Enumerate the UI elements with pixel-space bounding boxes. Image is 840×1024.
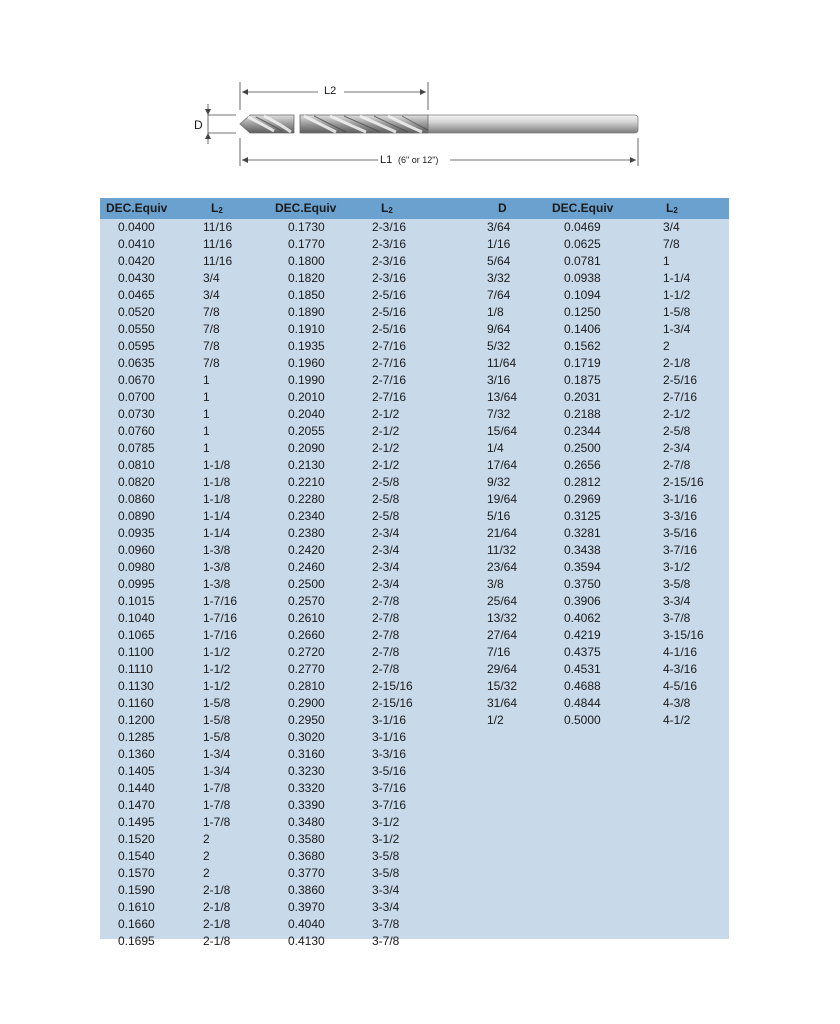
table-cell: 3-7/8	[372, 917, 400, 931]
table-cell: 0.1015	[118, 594, 155, 608]
table-cell: 0.5000	[564, 713, 601, 727]
table-cell: 0.1406	[564, 322, 601, 336]
table-cell: 1	[203, 373, 210, 387]
table-cell: 11/64	[487, 356, 517, 370]
table-cell: 0.1065	[118, 628, 155, 642]
table-cell: 1	[663, 254, 670, 268]
table-cell: 2-3/16	[372, 271, 407, 285]
table-cell: 0.2950	[288, 713, 325, 727]
table-cell: 0.2010	[288, 390, 325, 404]
table-cell: 0.1094	[564, 288, 601, 302]
table-cell: 1-1/4	[663, 271, 691, 285]
table-header-row	[100, 198, 729, 219]
table-cell: 0.4688	[564, 679, 601, 693]
table-cell: 0.3160	[288, 747, 325, 761]
table-cell: 3-7/16	[372, 798, 407, 812]
label-l1-note: (6" or 12")	[398, 155, 439, 165]
table-cell: 1-1/8	[203, 492, 231, 506]
table-cell: 29/64	[487, 662, 518, 676]
table-cell: 0.2969	[564, 492, 601, 506]
table-cell: 0.0700	[118, 390, 155, 404]
table-cell: 0.1562	[564, 339, 601, 353]
table-cell: 3-7/16	[663, 543, 698, 557]
table-cell: 11/16	[203, 220, 233, 234]
table-cell: 7/8	[203, 322, 220, 336]
table-cell: 7/8	[663, 237, 680, 251]
label-l2: L2	[324, 85, 337, 97]
table-cell: 3-3/4	[372, 883, 400, 897]
table-cell: 11/32	[487, 543, 517, 557]
table-cell: 1-5/8	[203, 713, 231, 727]
table-cell: 3/32	[487, 271, 511, 285]
table-cell: 1/16	[487, 237, 511, 251]
table-cell: 0.0400	[118, 220, 155, 234]
table-cell: 0.2055	[288, 424, 325, 438]
table-cell: 0.1405	[118, 764, 155, 778]
table-cell: 11/16	[203, 254, 233, 268]
table-cell: 2-5/8	[372, 475, 400, 489]
table-cell: 0.1495	[118, 815, 155, 829]
table-cell: 3-5/8	[372, 849, 400, 863]
table-cell: 3/4	[203, 288, 220, 302]
table-cell: 0.1100	[118, 645, 154, 659]
table-cell: 4-5/16	[663, 679, 698, 693]
table-cell: 7/64	[487, 288, 511, 302]
table-cell: 1	[203, 407, 210, 421]
table-cell: 0.1730	[288, 220, 325, 234]
table-cell: 0.3680	[288, 849, 325, 863]
table-cell: 0.2656	[564, 458, 601, 472]
table-cell: 0.0550	[118, 322, 155, 336]
table-cell: 0.2188	[564, 407, 601, 421]
table-cell: 2-5/16	[663, 373, 698, 387]
table-cell: 0.2210	[288, 475, 325, 489]
table-cell: 3-1/16	[663, 492, 698, 506]
table-cell: 0.3230	[288, 764, 325, 778]
table-cell: 3-7/16	[372, 781, 407, 795]
table-cell: 0.3594	[564, 560, 601, 574]
table-cell: 2-1/2	[372, 424, 400, 438]
table-cell: 2-5/8	[663, 424, 691, 438]
table-cell: 2-7/16	[372, 356, 407, 370]
table-cell: 0.3390	[288, 798, 325, 812]
table-cell: 0.0938	[564, 271, 601, 285]
table-cell: 0.2280	[288, 492, 325, 506]
table-cell: 9/64	[487, 322, 511, 336]
table-cell: 1-3/8	[203, 577, 231, 591]
table-cell: 3/16	[487, 373, 511, 387]
table-cell: 0.1875	[564, 373, 601, 387]
column-dec-equiv-1	[118, 219, 155, 950]
table-cell: 2-7/16	[372, 390, 407, 404]
header-dec-equiv-3: DEC.Equiv	[552, 201, 614, 215]
table-cell: 1-7/8	[203, 798, 231, 812]
table-cell: 2-1/8	[203, 934, 231, 948]
header-l2-2: $L_2$	[381, 201, 393, 215]
table-cell: 1/8	[487, 305, 504, 319]
table-cell: 2-7/8	[372, 594, 400, 608]
table-cell: 1-1/2	[203, 662, 231, 676]
table-cell: 0.1990	[288, 373, 325, 387]
table-cell: 17/64	[487, 458, 518, 472]
table-cell: 0.2570	[288, 594, 325, 608]
table-cell: 7/8	[203, 339, 220, 353]
table-cell: 0.0785	[118, 441, 155, 455]
table-cell: 0.0730	[118, 407, 155, 421]
table-cell: 27/64	[487, 628, 518, 642]
table-cell: 0.3281	[564, 526, 601, 540]
table-cell: 1-1/2	[203, 679, 231, 693]
table-cell: 0.0890	[118, 509, 155, 523]
table-cell: 0.1820	[288, 271, 325, 285]
table-cell: 2-3/4	[372, 577, 400, 591]
table-cell: 2-3/4	[372, 560, 400, 574]
table-cell: 1-7/16	[203, 594, 238, 608]
table-cell: 0.1130	[118, 679, 154, 693]
table-cell: 1	[203, 441, 210, 455]
table-cell: 3-7/8	[372, 934, 400, 948]
table-cell: 0.1520	[118, 832, 155, 846]
table-cell: 0.2812	[564, 475, 601, 489]
table-cell: 0.1440	[118, 781, 155, 795]
table-cell: 11/16	[203, 237, 233, 251]
table-cell: 1-5/8	[663, 305, 691, 319]
table-cell: 3-3/4	[372, 900, 400, 914]
table-cell: 1-3/4	[663, 322, 691, 336]
table-cell: 2-3/16	[372, 237, 407, 251]
header-l2-3: $L_2$	[666, 201, 678, 215]
table-cell: 2-1/2	[372, 407, 400, 421]
column-d-3	[487, 219, 517, 729]
table-cell: 1-3/4	[203, 764, 231, 778]
table-cell: 3-7/8	[663, 611, 691, 625]
header-l2-1: $L_2$	[211, 201, 223, 215]
table-cell: 0.1040	[118, 611, 155, 625]
header-d-3: D	[498, 201, 507, 215]
table-cell: 1-3/4	[203, 747, 231, 761]
table-cell: 0.1935	[288, 339, 325, 353]
table-cell: 2	[663, 339, 670, 353]
table-cell: 0.4062	[564, 611, 601, 625]
table-cell: 0.0430	[118, 271, 155, 285]
table-cell: 1-7/8	[203, 815, 231, 829]
table-cell: 3-3/16	[372, 747, 407, 761]
table-cell: 0.2344	[564, 424, 601, 438]
table-cell: 1-7/16	[203, 611, 238, 625]
table-cell: 3-5/16	[372, 764, 407, 778]
table-cell: 2-7/8	[372, 628, 400, 642]
table-cell: 7/16	[487, 645, 511, 659]
table-cell: 0.4130	[288, 934, 325, 948]
table-cell: 3-5/8	[372, 866, 400, 880]
table-cell: 2	[203, 832, 210, 846]
table-cell: 3-1/2	[372, 832, 400, 846]
table-cell: 2-3/4	[663, 441, 691, 455]
table-cell: 1-5/8	[203, 730, 231, 744]
table-cell: 3-15/16	[663, 628, 704, 642]
table-cell: 3-1/2	[663, 560, 691, 574]
table-cell: 0.2660	[288, 628, 325, 642]
table-cell: 2-1/2	[372, 441, 400, 455]
table-cell: 3-1/16	[372, 713, 407, 727]
table-cell: 1-7/8	[203, 781, 231, 795]
table-cell: 0.0420	[118, 254, 155, 268]
table-cell: 0.2770	[288, 662, 325, 676]
table-cell: 1-3/8	[203, 543, 231, 557]
table-cell: 1/4	[487, 441, 504, 455]
table-cell: 0.3860	[288, 883, 325, 897]
table-cell: 23/64	[487, 560, 518, 574]
drill-bit-diagram	[190, 72, 660, 182]
table-cell: 0.2031	[564, 390, 601, 404]
table-cell: 3-3/4	[663, 594, 691, 608]
table-cell: 0.1540	[118, 849, 155, 863]
table-cell: 0.0465	[118, 288, 155, 302]
table-cell: 1-3/8	[203, 560, 231, 574]
table-cell: 0.0760	[118, 424, 155, 438]
table-cell: 0.0520	[118, 305, 155, 319]
table-cell: 2-7/8	[372, 645, 400, 659]
table-cell: 0.2040	[288, 407, 325, 421]
table-cell: 0.0635	[118, 356, 155, 370]
table-cell: 0.1110	[118, 662, 153, 676]
table-cell: 1-5/8	[203, 696, 231, 710]
header-dec-equiv-2: DEC.Equiv	[275, 201, 337, 215]
table-cell: 15/64	[487, 424, 518, 438]
column-l2-1	[203, 219, 237, 950]
table-cell: 1-7/16	[203, 628, 238, 642]
table-cell: 0.2090	[288, 441, 325, 455]
table-cell: 0.1250	[564, 305, 601, 319]
table-cell: 0.1285	[118, 730, 155, 744]
table-cell: 3/4	[663, 220, 680, 234]
table-cell: 0.1719	[564, 356, 601, 370]
table-cell: 0.1800	[288, 254, 325, 268]
table-cell: 3/64	[487, 220, 511, 234]
table-cell: 0.0995	[118, 577, 155, 591]
table-cell: 2-1/8	[663, 356, 691, 370]
table-cell: 2-1/8	[203, 917, 231, 931]
table-cell: 0.2610	[288, 611, 325, 625]
table-cell: 15/32	[487, 679, 518, 693]
table-cell: 5/64	[487, 254, 511, 268]
drill-shank	[425, 115, 638, 133]
table-cell: 7/8	[203, 356, 220, 370]
table-cell: 1/2	[487, 713, 504, 727]
table-cell: 0.2340	[288, 509, 325, 523]
column-l2-2	[372, 219, 413, 950]
table-cell: 0.2500	[288, 577, 325, 591]
table-cell: 3-1/2	[372, 815, 400, 829]
table-cell: 1	[203, 390, 210, 404]
table-cell: 0.2720	[288, 645, 325, 659]
table-cell: 2-7/16	[372, 373, 407, 387]
table-cell: 9/32	[487, 475, 511, 489]
label-l1: L1	[380, 154, 393, 166]
table-cell: 0.1660	[118, 917, 155, 931]
table-cell: 19/64	[487, 492, 518, 506]
table-cell: 2-3/4	[372, 526, 400, 540]
table-cell: 0.2460	[288, 560, 325, 574]
table-cell: 2	[203, 849, 210, 863]
table-cell: 0.1570	[118, 866, 155, 880]
table-cell: 0.2130	[288, 458, 325, 472]
table-cell: 0.3970	[288, 900, 325, 914]
table-cell: 2	[203, 866, 210, 880]
table-cell: 2-1/2	[663, 407, 691, 421]
table-cell: 2-7/16	[663, 390, 698, 404]
table-cell: 5/16	[487, 509, 511, 523]
table-cell: 2-7/8	[663, 458, 691, 472]
table-cell: 0.3580	[288, 832, 325, 846]
table-cell: 0.0860	[118, 492, 155, 506]
table-cell: 3-1/16	[372, 730, 407, 744]
table-cell: 5/32	[487, 339, 511, 353]
table-cell: 0.1200	[118, 713, 155, 727]
table-cell: 0.1960	[288, 356, 325, 370]
table-cell: 2-15/16	[372, 696, 413, 710]
table-cell: 0.1770	[288, 237, 325, 251]
table-cell: 2-3/4	[372, 543, 400, 557]
table-cell: 2-3/16	[372, 254, 407, 268]
table-cell: 4-3/8	[663, 696, 691, 710]
table-cell: 3/8	[487, 577, 504, 591]
table-cell: 0.0595	[118, 339, 155, 353]
table-cell: 0.3480	[288, 815, 325, 829]
table-cell: 0.0410	[118, 237, 155, 251]
table-cell: 0.2420	[288, 543, 325, 557]
table-cell: 0.3750	[564, 577, 601, 591]
table-cell: 0.3770	[288, 866, 325, 880]
column-l2-3	[663, 219, 704, 729]
table-cell: 0.4531	[564, 662, 601, 676]
table-cell: 0.2810	[288, 679, 325, 693]
table-cell: 0.4040	[288, 917, 325, 931]
table-cell: 2-5/8	[372, 492, 400, 506]
table-cell: 0.3320	[288, 781, 325, 795]
table-cell: 0.0820	[118, 475, 155, 489]
table-cell: 0.2500	[564, 441, 601, 455]
table-cell: 1-1/8	[203, 475, 231, 489]
table-cell: 2-7/8	[372, 662, 400, 676]
table-cell: 0.0810	[118, 458, 155, 472]
table-cell: 0.3020	[288, 730, 325, 744]
table-cell: 2-5/16	[372, 288, 407, 302]
table-cell: 2-1/8	[203, 883, 231, 897]
table-cell: 0.4375	[564, 645, 601, 659]
table-cell: 0.3906	[564, 594, 601, 608]
table-cell: 3/4	[203, 271, 220, 285]
table-cell: 1-1/2	[203, 645, 231, 659]
table-cell: 13/64	[487, 390, 518, 404]
table-cell: 3-5/8	[663, 577, 691, 591]
table-cell: 2-5/16	[372, 305, 407, 319]
table-cell: 0.1890	[288, 305, 325, 319]
table-cell: 0.1470	[118, 798, 155, 812]
table-cell: 0.4844	[564, 696, 601, 710]
table-cell: 2-1/8	[203, 900, 231, 914]
table-cell: 2-1/2	[372, 458, 400, 472]
table-cell: 3-5/16	[663, 526, 698, 540]
column-dec-equiv-3	[564, 219, 601, 729]
table-cell: 2-7/8	[372, 611, 400, 625]
table-cell: 0.4219	[564, 628, 601, 642]
table-cell: 0.2380	[288, 526, 325, 540]
table-cell: 1-1/2	[663, 288, 691, 302]
table-cell: 2-5/16	[372, 322, 407, 336]
table-cell: 0.0625	[564, 237, 601, 251]
table-cell: 2-15/16	[372, 679, 413, 693]
table-cell: 4-1/2	[663, 713, 691, 727]
table-cell: 2-3/16	[372, 220, 407, 234]
table-cell: 0.1850	[288, 288, 325, 302]
table-cell: 4-1/16	[663, 645, 698, 659]
drill-size-table	[100, 198, 729, 948]
table-cell: 0.0781	[564, 254, 601, 268]
table-cell: 4-3/16	[663, 662, 698, 676]
table-cell: 21/64	[487, 526, 518, 540]
table-cell: 0.2900	[288, 696, 325, 710]
table-cell: 1-1/4	[203, 509, 231, 523]
table-cell: 0.0469	[564, 220, 601, 234]
table-cell: 0.1910	[288, 322, 325, 336]
table-cell: 0.0670	[118, 373, 155, 387]
table-cell: 0.0935	[118, 526, 155, 540]
table-cell: 1	[203, 424, 210, 438]
column-dec-equiv-2	[288, 219, 325, 950]
label-d: D	[194, 118, 203, 132]
table-cell: 0.3438	[564, 543, 601, 557]
table-cell: 0.1610	[118, 900, 155, 914]
table-cell: 7/8	[203, 305, 220, 319]
table-cell: 0.3125	[564, 509, 601, 523]
table-cell: 2-5/8	[372, 509, 400, 523]
table-cell: 0.1590	[118, 883, 155, 897]
table-cell: 0.1695	[118, 934, 155, 948]
table-cell: 0.0980	[118, 560, 155, 574]
table-cell: 31/64	[487, 696, 518, 710]
table-cell: 0.0960	[118, 543, 155, 557]
table-cell: 0.1360	[118, 747, 155, 761]
table-cell: 1-1/8	[203, 458, 231, 472]
header-dec-equiv-1: DEC.Equiv	[106, 201, 168, 215]
table-cell: 2-7/16	[372, 339, 407, 353]
table-cell: 25/64	[487, 594, 518, 608]
table-cell: 2-15/16	[663, 475, 704, 489]
table-cell: 3-3/16	[663, 509, 698, 523]
table-cell: 7/32	[487, 407, 511, 421]
table-cell: 0.1160	[118, 696, 154, 710]
table-cell: 13/32	[487, 611, 518, 625]
table-cell: 1-1/4	[203, 526, 231, 540]
